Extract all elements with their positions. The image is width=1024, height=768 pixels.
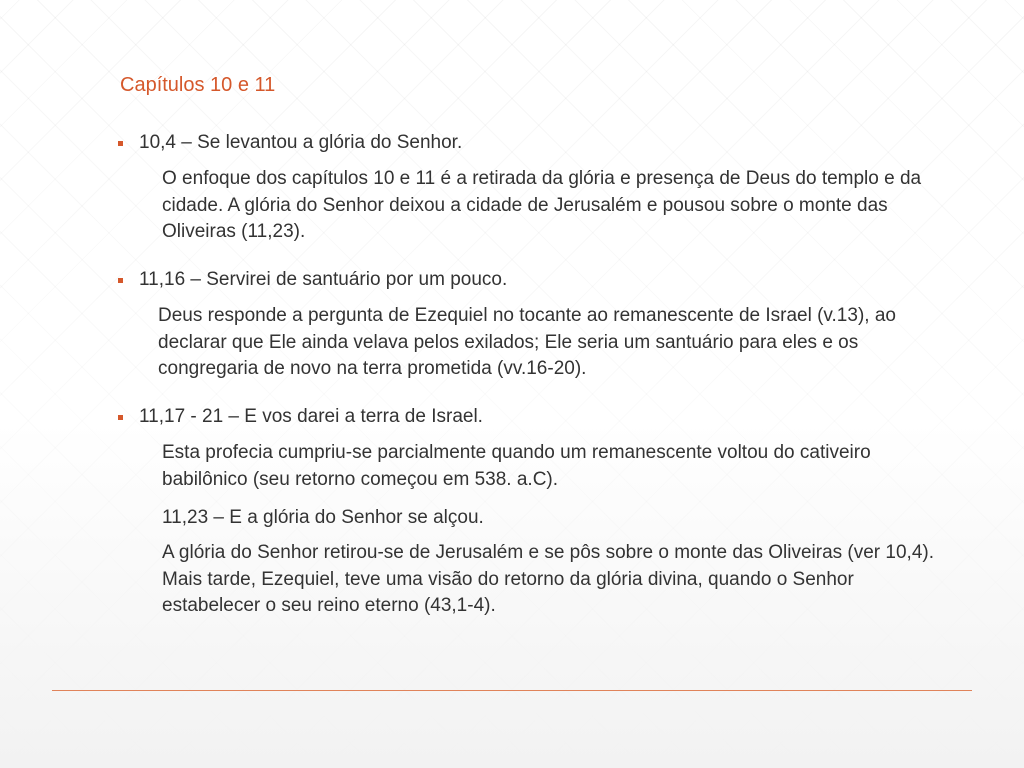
bullet-item (118, 130, 462, 156)
bullet-item (118, 404, 483, 430)
slide-title: Capítulos 10 e 11 (120, 74, 276, 96)
bullet-square-icon (118, 141, 123, 146)
paragraph: Deus responde a pergunta de Ezequiel no tocante ao remanescente de Israel (v.13), ao declarar que Ele ainda velava pelos exilados; Ele seria um santuário para eles e os congregaria de novo na terra prometida (vv.16-20). (158, 305, 896, 379)
bullet-heading: 11,17 - 21 – E vos darei a terra de Israel. (139, 406, 483, 427)
bullet-item (118, 267, 507, 293)
footer-divider (52, 690, 972, 691)
bullet-heading: 11,16 – Servirei de santuário por um pouco. (139, 269, 508, 290)
paragraph: 11,23 – E a glória do Senhor se alçou. (162, 507, 484, 528)
bullet-square-icon (118, 415, 123, 420)
paragraph: A glória do Senhor retirou-se de Jerusalém e se pôs sobre o monte das Oliveiras (ver 10,4). Mais tarde, Ezequiel, teve uma visão do retorno da glória divina, quando o Senhor estabelecer o seu reino eterno (43,1-4). (162, 542, 934, 616)
paragraph: O enfoque dos capítulos 10 e 11 é a retirada da glória e presença de Deus do templo e da cidade. A glória do Senhor deixou a cidade de Jerusalém e pousou sobre o monte das Oliveiras (11,23). (162, 168, 922, 242)
paragraph: Esta profecia cumpriu-se parcialmente quando um remanescente voltou do cativeiro babilônico (seu retorno começou em 538. a.C). (162, 442, 871, 490)
bullet-heading: 10,4 – Se levantou a glória do Senhor. (139, 132, 463, 153)
bullet-square-icon (118, 278, 123, 283)
